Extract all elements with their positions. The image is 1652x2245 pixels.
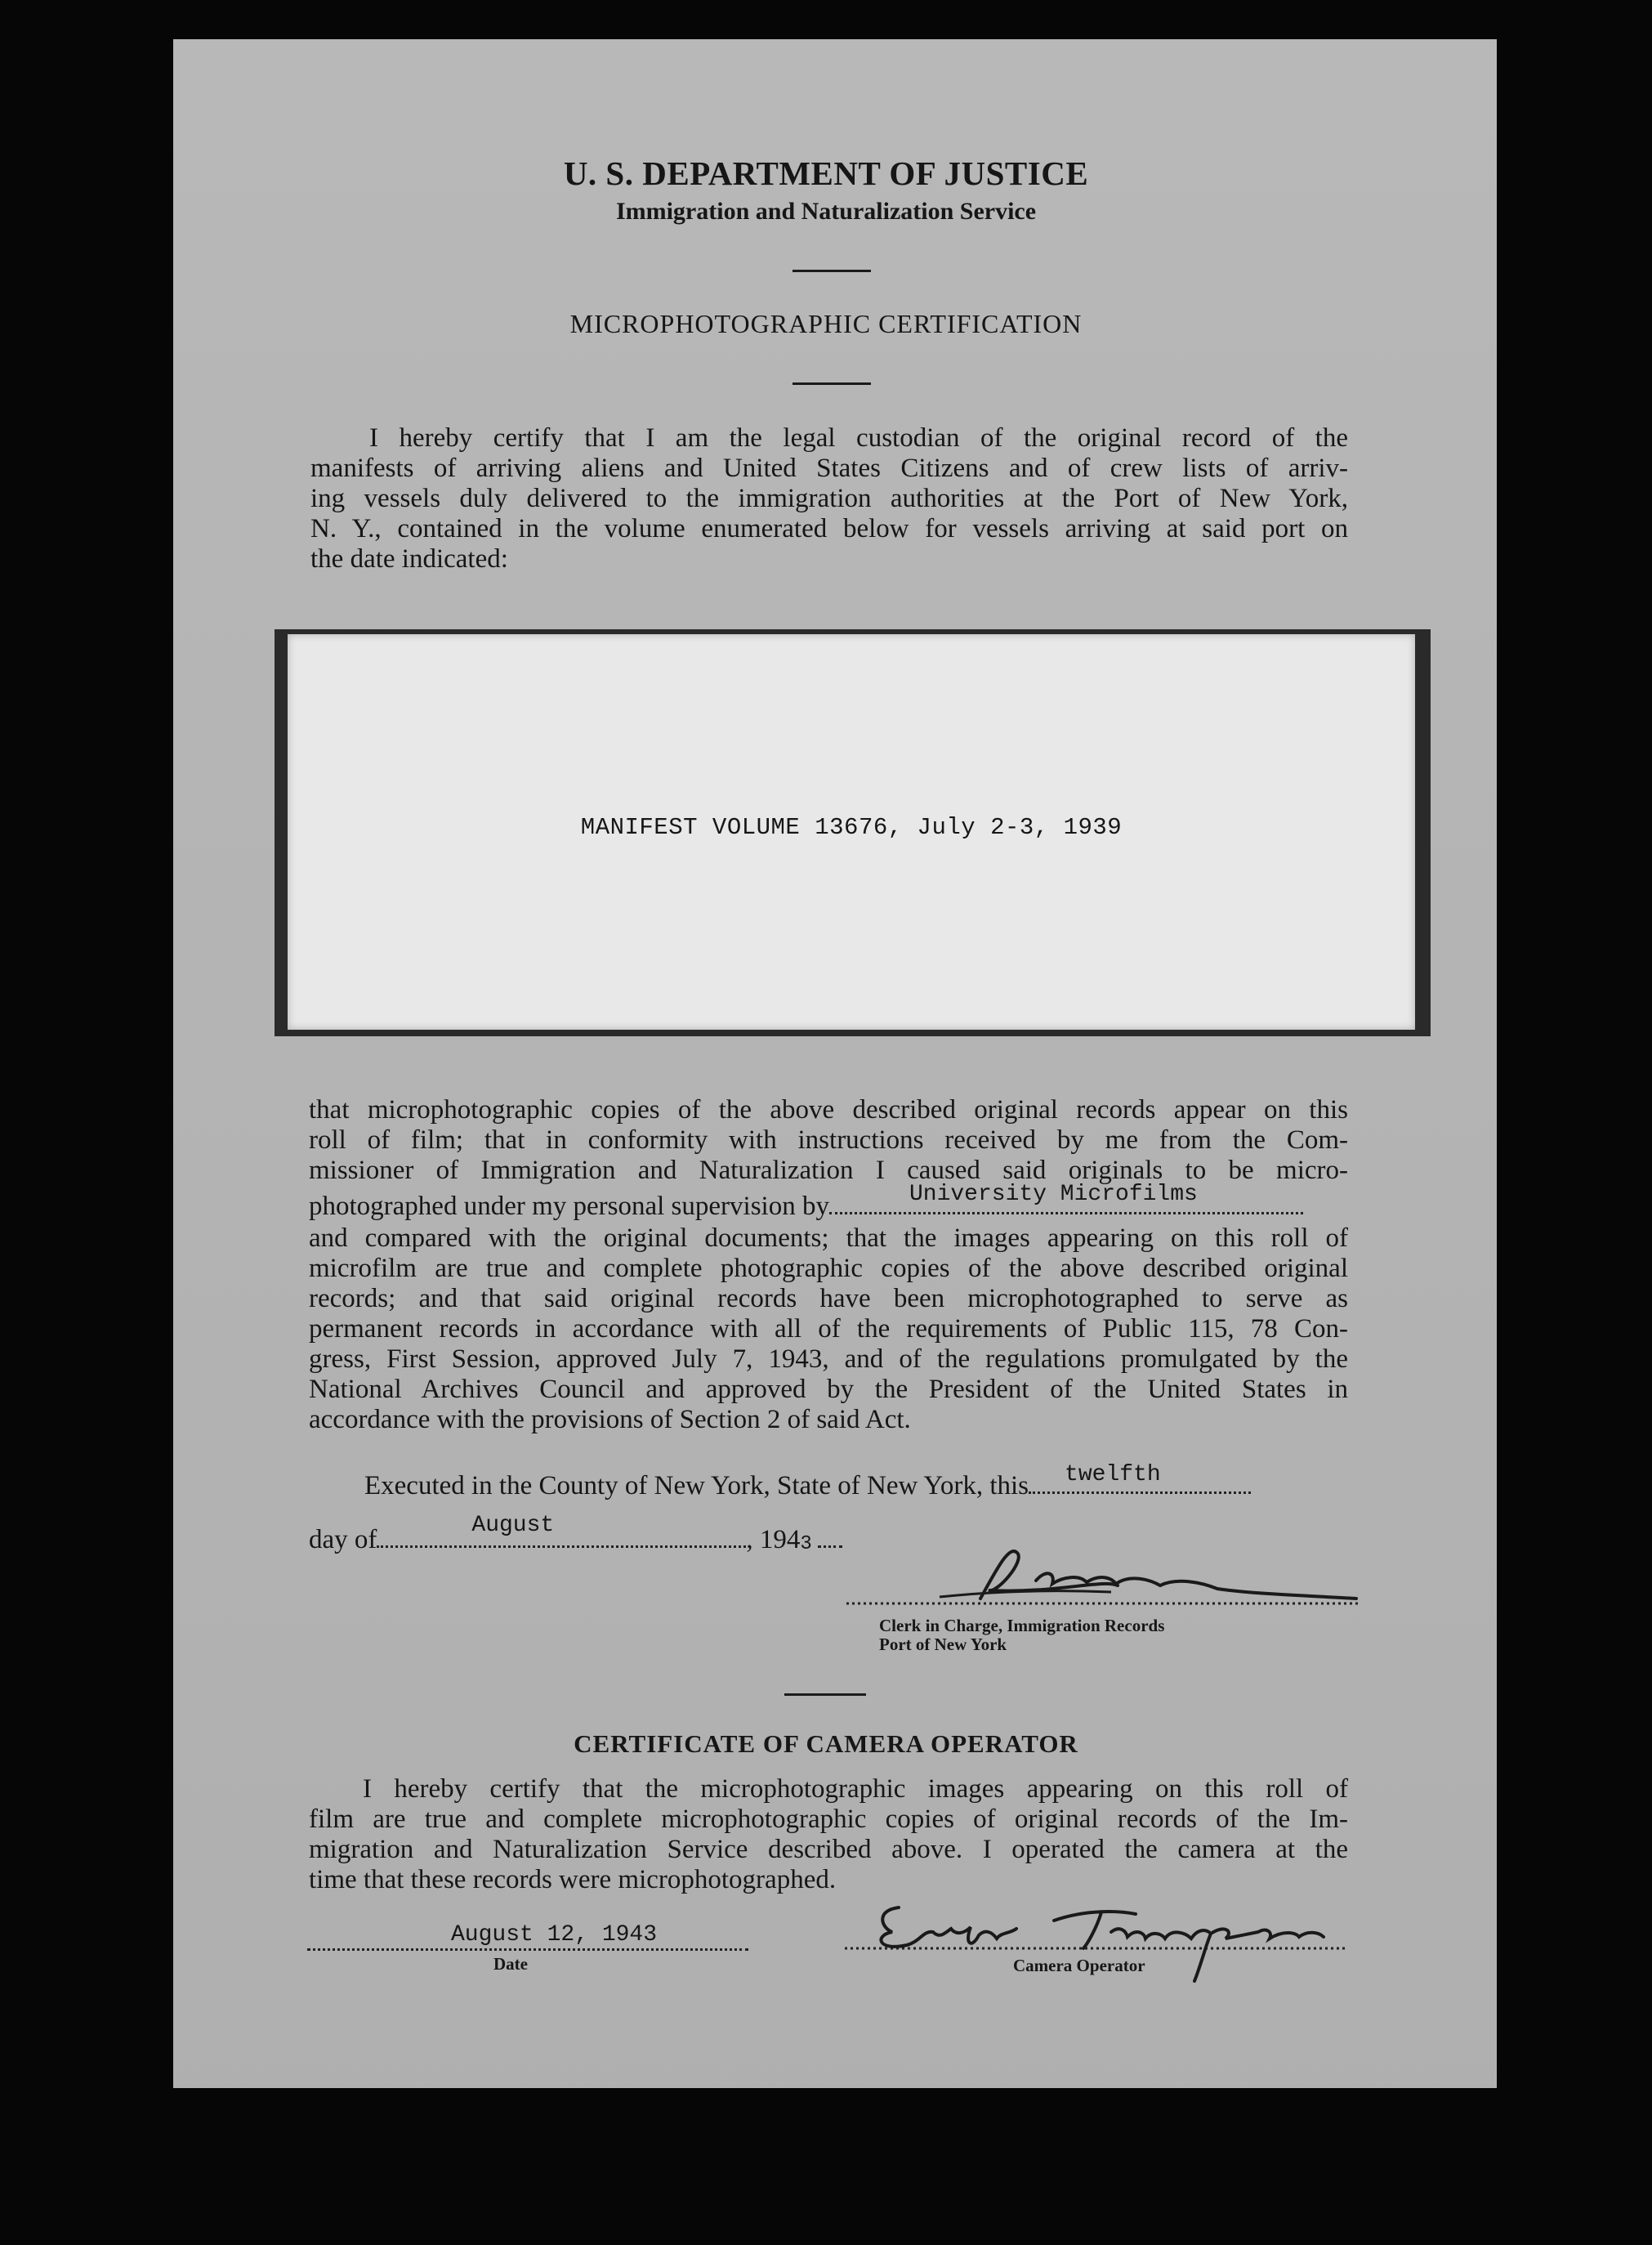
service-subheading: Immigration and Naturalization Service: [615, 198, 1037, 225]
text-line: N. Y., contained in the volume enumerated below for vessels arriving at said port on: [310, 514, 1348, 543]
text-line: records; and that said original records have been microphotographed to serve as: [309, 1284, 1348, 1313]
day-label: day of: [309, 1525, 377, 1554]
divider: [784, 1693, 866, 1696]
text-line: National Archives Council and approved by the President of the United States in: [309, 1375, 1348, 1404]
operator-date-value: August 12, 1943: [451, 1922, 658, 1948]
year-dots: [818, 1526, 842, 1548]
month-value: August: [471, 1513, 555, 1538]
text-line: accordance with the provisions of Section 2 of said Act.: [309, 1405, 911, 1434]
camera-certificate-title: CERTIFICATE OF CAMERA OPERATOR: [574, 1729, 1078, 1758]
day-field: [1029, 1462, 1251, 1494]
clerk-title-line: Port of New York: [879, 1635, 1007, 1654]
divider: [793, 382, 871, 385]
text-line: the date indicated:: [310, 544, 508, 574]
text-line: migration and Naturalization Service described above. I operated the camera at the: [309, 1835, 1348, 1864]
clerk-title: [879, 1617, 1164, 1654]
year-prefix: , 194: [746, 1525, 801, 1554]
department-heading: U. S. DEPARTMENT OF JUSTICE: [563, 154, 1089, 192]
date-line: [309, 1513, 842, 1555]
operator-label: Camera Operator: [1013, 1956, 1145, 1975]
text-line: gress, First Session, approved July 7, 1943, and of the regulations promulgated by the: [309, 1344, 1348, 1374]
operator-date-field: [307, 1922, 748, 1951]
supervision-line: [309, 1182, 1348, 1223]
camera-paragraph: [309, 1774, 1348, 1895]
text-line: I hereby certify that I am the legal custodian of the original record of the: [369, 423, 1348, 453]
text-line: missioner of Immigration and Naturalization I caused said originals to be micro-: [309, 1156, 1348, 1185]
text-line: that microphotographic copies of the above described original records appear on this: [309, 1095, 1348, 1125]
text-line: microfilm are true and complete photographic copies of the above described original: [309, 1254, 1348, 1283]
supervision-field: [829, 1182, 1303, 1214]
certification-title: MICROPHOTOGRAPHIC CERTIFICATION: [569, 309, 1083, 338]
body-paragraph: [309, 1095, 1348, 1435]
day-value: twelfth: [1065, 1462, 1161, 1487]
text-line: film are true and complete microphotographic copies of original records of the Im-: [309, 1804, 1348, 1834]
executed-line: [364, 1462, 1251, 1501]
clerk-title-line: Clerk in Charge, Immigration Records: [879, 1616, 1165, 1635]
text-line: manifests of arriving aliens and United States Citizens and of crew lists of arriv-: [310, 454, 1348, 483]
text-line: I hereby certify that the microphotographic images appearing on this roll of: [363, 1774, 1348, 1804]
text-line: permanent records in accordance with all of the requirements of Public 115, 78 Con-: [309, 1314, 1348, 1344]
supervision-prefix: photographed under my personal supervision by: [309, 1192, 829, 1221]
date-label: Date: [493, 1954, 528, 1974]
divider: [793, 270, 871, 272]
text-line: roll of film; that in conformity with instructions received by me from the Com-: [309, 1125, 1348, 1155]
text-line: time that these records were microphotographed.: [309, 1865, 837, 1894]
text-line: and compared with the original documents; that the images appearing on this roll of: [309, 1223, 1348, 1253]
month-field: [377, 1513, 746, 1548]
volume-slip-text: MANIFEST VOLUME 13676, July 2-3, 1939: [580, 814, 1123, 841]
clerk-signature: [842, 1536, 1364, 1610]
intro-paragraph: [310, 423, 1348, 575]
supervision-name: University Microfilms: [909, 1182, 1198, 1207]
executed-prefix: Executed in the County of New York, State of New York, this: [364, 1471, 1029, 1500]
year-digit: 3: [800, 1533, 812, 1555]
text-line: ing vessels duly delivered to the immigration authorities at the Port of New York,: [310, 484, 1348, 513]
